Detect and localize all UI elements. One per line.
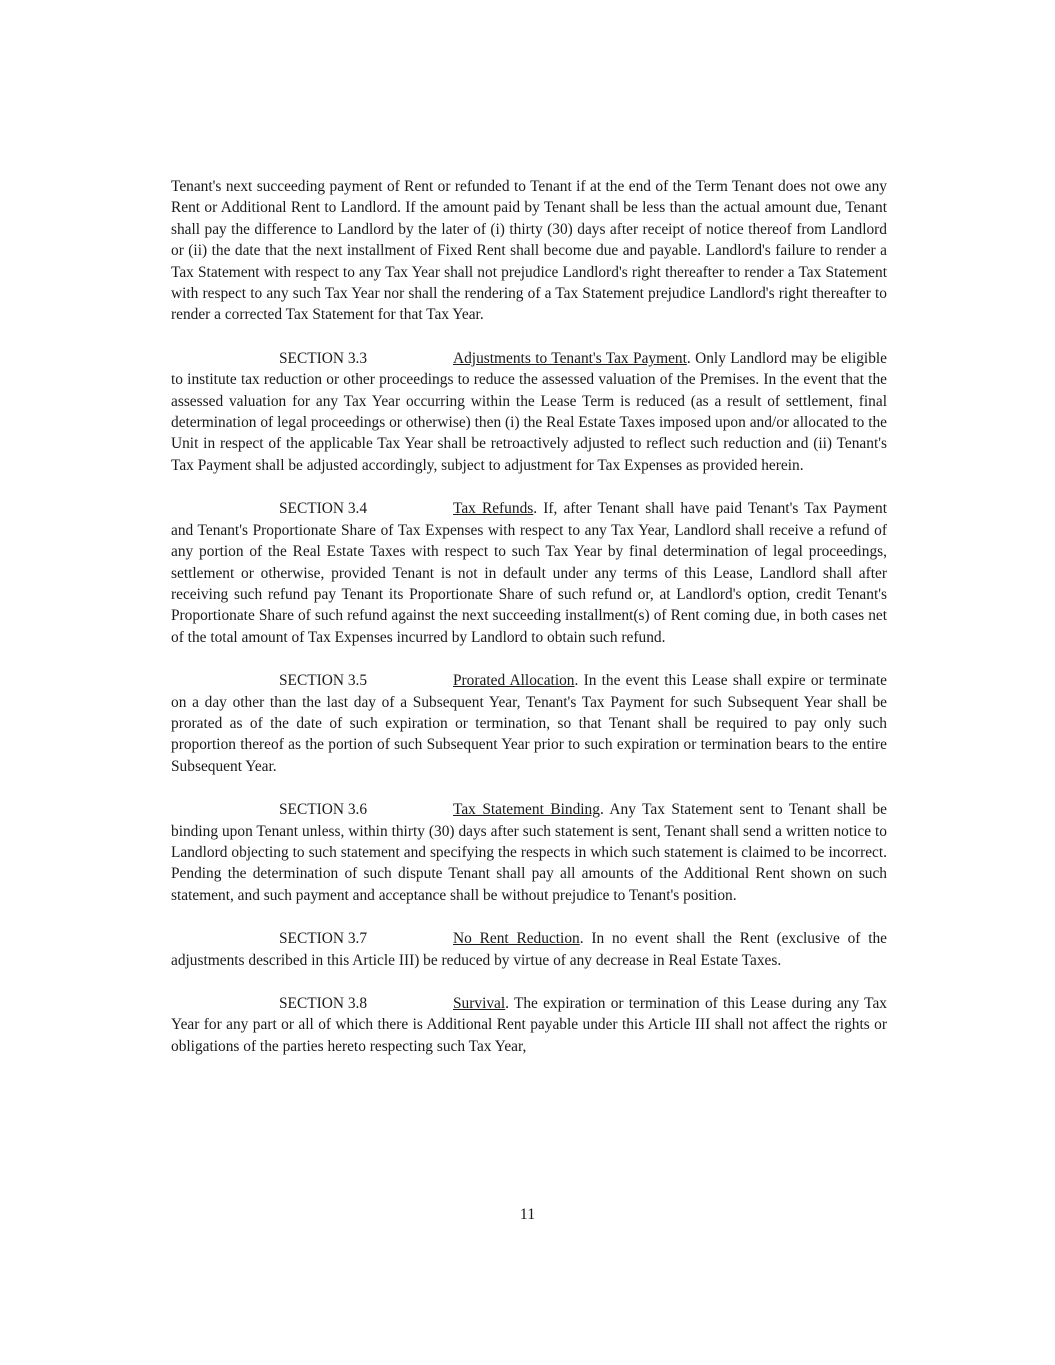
section-text: . Any Tax Statement sent to Tenant shall be binding upon Tenant unless, within thirty (30) days after such statement is sent, Tenant shall send a written notice to Landlord objecting to such statement and specifying the respects in which such statement is claimed to be incorrect. Pending the determination of such dispute Tenant shall pay all amounts of the Additional Rent shown on such statement, and such payment and acceptance shall be without prejudice to Tenant's position. [171,801,888,904]
section-number: SECTION 3.7 [279,930,368,948]
section-title: Tax Statement Binding [453,801,600,819]
section-title: Tax Refunds [453,500,534,518]
section-number: SECTION 3.3 [279,349,368,367]
document-body [171,176,887,1079]
page-number: 11 [519,1206,536,1223]
section-3-5 [171,670,887,777]
section-3-7 [171,928,887,971]
section-title: Prorated Allocation [453,672,575,690]
section-text: . In no event shall the Rent (exclusive of the adjustments described in this Article III) be reduced by virtue of any decrease in Real Estate Taxes. [171,930,887,969]
section-text: . If, after Tenant shall have paid Tenant's Tax Payment and Tenant's Proportionate Share of Tax Expenses with respect to any Tax Year, Landlord shall receive a refund of any portion of the Real Estate Taxes with respect to such Tax Year by final determination of legal proceedings, settlement or otherwise, provided Tenant is not in default under any terms of this Lease, Landlord shall after receiving such refund pay Tenant its Proportionate Share of such refund or, at Landlord's option, credit Tenant's Proportionate Share of such refund against the next succeeding installment(s) of Rent coming due, in both cases net of the total amount of Tax Expenses incurred by Landlord to obtain such refund. [171,500,887,646]
section-number: SECTION 3.4 [279,500,368,518]
intro-paragraph: Tenant's next succeeding payment of Rent or refunded to Tenant if at the end of the Term Tenant does not owe any Rent or Additional Rent to Landlord. If the amount paid by Tenant shall be less than the actual amount due, Tenant shall pay the difference to Landlord by the later of (i) thirty (30) days after receipt of notice thereof from Landlord or (ii) the date that the next installment of Fixed Rent shall become due and payable. Landlord's failure to render a Tax Statement with respect to any Tax Year shall not prejudice Landlord's right thereafter to render a Tax Statement with respect to any such Tax Year nor shall the rendering of a Tax Statement prejudice Landlord's right thereafter to render a corrected Tax Statement for that Tax Year. [171,178,887,324]
section-3-3 [171,348,887,476]
section-title: No Rent Reduction [453,930,580,948]
section-3-6 [171,799,887,906]
section-text: . Only Landlord may be eligible to institute tax reduction or other proceedings to reduce the assessed valuation of the Premises. In the event that the assessed valuation for any Tax Year occurring within the Lease Term is reduced (as a result of settlement, final determination of legal proceedings or otherwise) then (i) the Real Estate Taxes imposed upon and/or allocated to the Unit in respect of the applicable Tax Year shall be retroactively adjusted to reflect such reduction and (ii) Tenant's Tax Payment shall be adjusted accordingly, subject to adjustment for Tax Expenses as provided herein. [171,349,887,474]
section-title: Adjustments to Tenant's Tax Payment [453,349,687,367]
section-title: Survival [453,995,506,1012]
section-number: SECTION 3.8 [279,995,368,1012]
section-number: SECTION 3.5 [279,672,368,690]
section-3-8 [171,993,887,1057]
section-number: SECTION 3.6 [279,801,368,819]
section-text: . The expiration or termination of this Lease during any Tax Year for any part or all of which there is Additional Rent payable under this Article III shall not affect the rights or obligations of the parties hereto respecting such Tax Year, [171,995,887,1055]
section-3-4 [171,498,887,648]
section-text: . In the event this Lease shall expire or terminate on a day other than the last day of a Subsequent Year, Tenant's Tax Payment for such Subsequent Year shall be prorated as of the date of such expiration or termination, so that Tenant shall be required to pay only such proportion thereof as the portion of such Subsequent Year prior to such expiration or termination bears to the entire Subsequent Year. [171,672,887,775]
